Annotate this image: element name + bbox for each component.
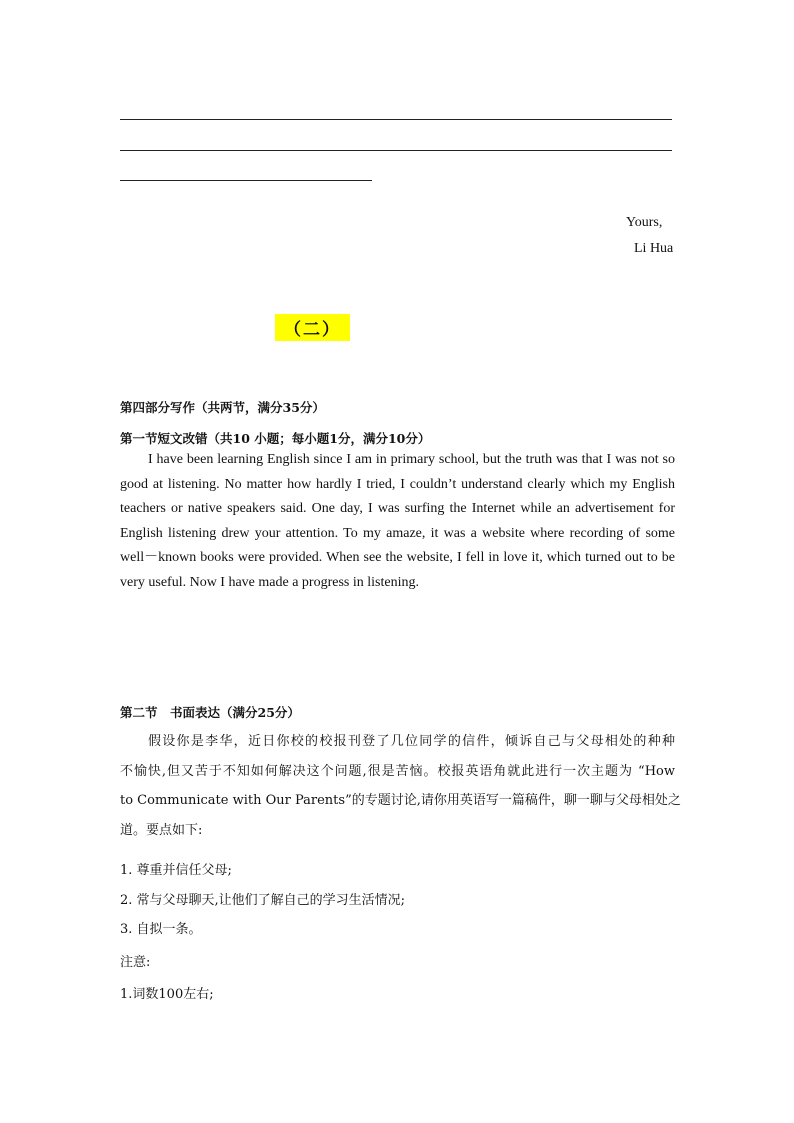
signature-closing: Yours, xyxy=(626,215,663,230)
passage-line: I have been learning English since I am in primary school, but the truth was that I was not so xyxy=(148,452,675,467)
note-label: 注意: xyxy=(120,955,151,970)
point-3: 3. 自拟一条。 xyxy=(120,922,202,937)
passage-line: good at listening. No matter how hardly I tried, I couldn’t understand clearly which my English xyxy=(120,476,675,492)
prompt-line: 不愉快,但又苦于不知如何解决这个问题,很是苦恼。校报英语角就此进行一次主题为 “How xyxy=(120,763,675,779)
prompt-line: 假设你是李华，近日你校的校报刊登了几位同学的信件，倾诉自己与父母相处的种种 xyxy=(148,734,675,749)
answer-line-2 xyxy=(120,150,672,151)
passage-line: very useful. Now I have made a progress in listening. xyxy=(120,574,419,590)
answer-line-3 xyxy=(120,180,372,181)
signature-name: Li Hua xyxy=(634,241,674,256)
passage-line: English listening drew your attention. To my amaze, it was a website where recording of some xyxy=(120,525,675,541)
point-2: 2. 常与父母聊天,让他们了解自己的学习生活情况; xyxy=(120,893,406,908)
point-1: 1. 尊重并信任父母; xyxy=(120,863,232,878)
prompt-line: to Communicate with Our Parents”的专题讨论,请你用英语写一篇稿件，聊一聊与父母相处之 xyxy=(120,793,681,808)
section1-passage xyxy=(120,448,675,596)
section2-prompt xyxy=(120,727,681,845)
passage-line: well－known books were provided. When see the website, I fell in love it, which turned out to be xyxy=(120,550,675,566)
answer-line-1 xyxy=(120,119,672,120)
part-heading: 第四部分写作（共两节，满分35分） xyxy=(120,400,325,415)
section2-heading: 第二节 书面表达（满分25分） xyxy=(120,705,300,720)
section1-heading: 第一节短文改错（共10 小题；每小题1分，满分10分） xyxy=(120,431,431,446)
note-1: 1.词数100左右; xyxy=(120,987,214,1002)
passage-line: teachers or native speakers said. One day, I was surfing the Internet while an advertisement for xyxy=(120,501,675,517)
prompt-line: 道。要点如下: xyxy=(120,822,203,838)
section-badge: （二） xyxy=(275,314,350,341)
